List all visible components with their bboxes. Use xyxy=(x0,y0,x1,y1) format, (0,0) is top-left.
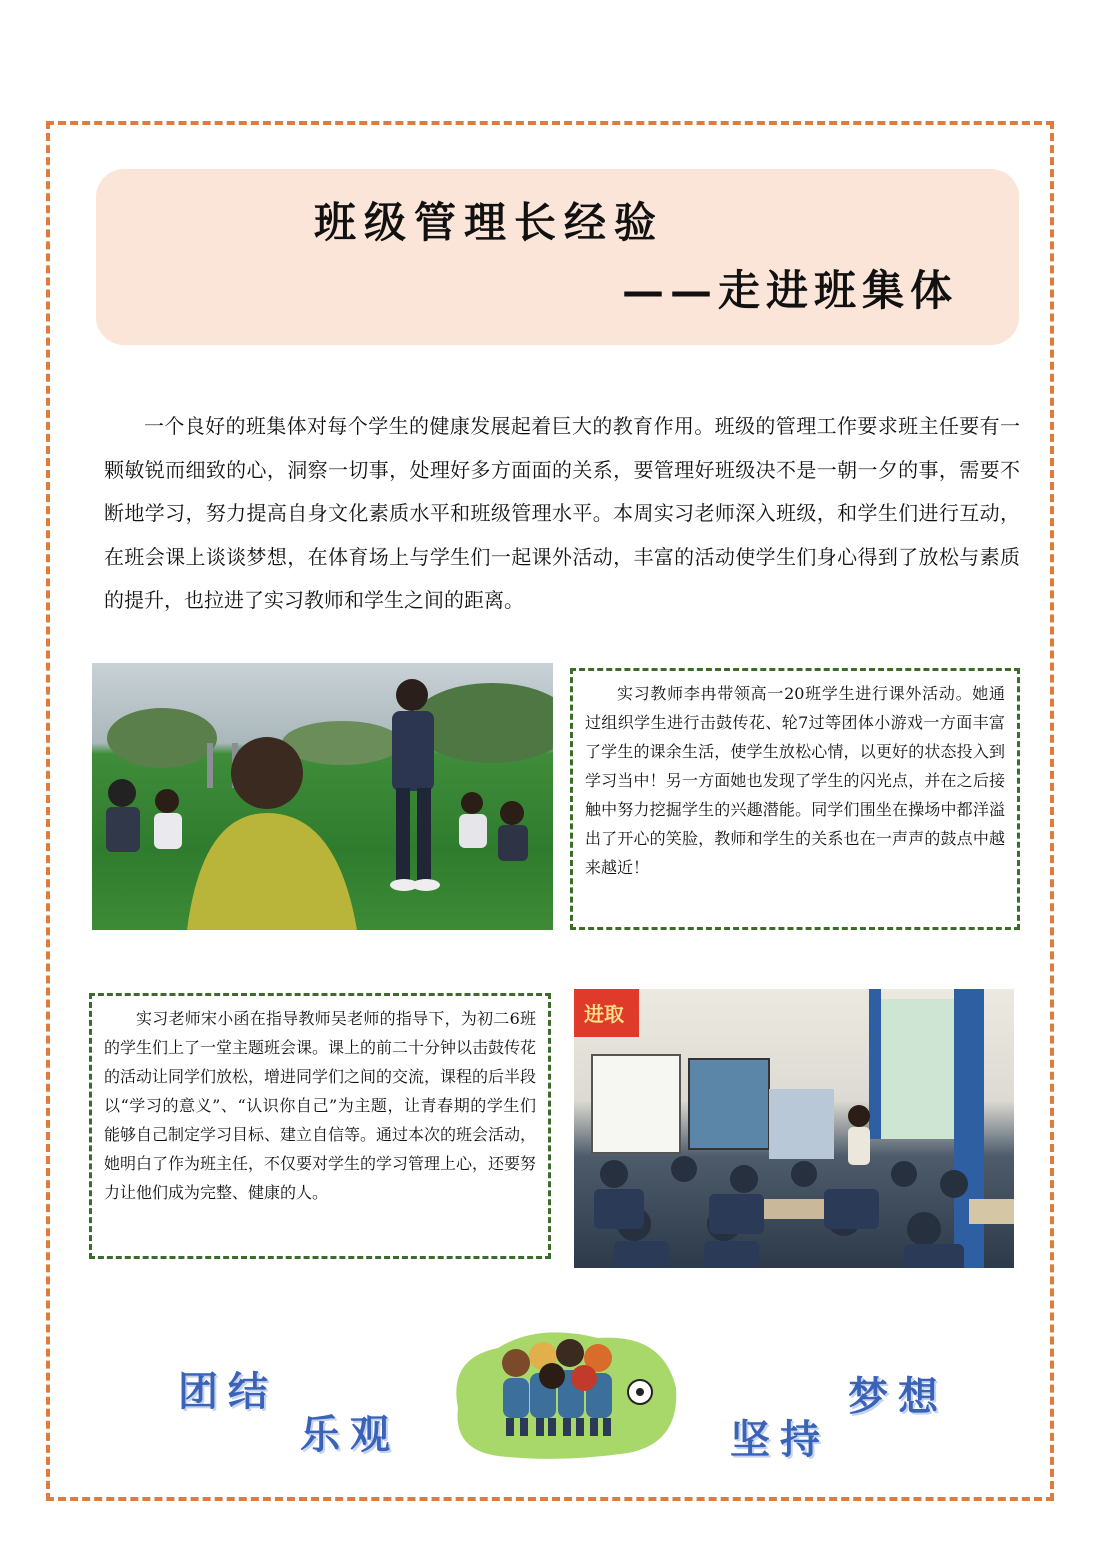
page-subtitle: ——走进班集体 xyxy=(622,266,959,315)
slogan-dream: 梦想 xyxy=(848,1373,948,1420)
field-scene-illustration xyxy=(92,663,553,930)
classroom-photo xyxy=(574,989,1014,1268)
classroom-scene-illustration xyxy=(574,989,1014,1268)
intro-paragraph: 一个良好的班集体对每个学生的健康发展起着巨大的教育作用。班级的管理工作要求班主任要有一颗敏锐而细致的心，洞察一切事，处理好多方面面的关系，要管理好班级决不是一朝一夕的事，需要不断地学习，努力提高自身文化素质水平和班级管理水平。本周实习老师深入班级，和学生们进行互动，在班会课上谈谈梦想，在体育场上与学生们一起课外活动，丰富的活动使学生们身心得到了放松与素质的提升，也拉进了实习教师和学生之间的距离。 xyxy=(104,414,1020,612)
outdoor-activity-photo xyxy=(92,663,553,930)
slogan-optimism: 乐观 xyxy=(300,1411,400,1458)
slogan-unity: 团结 xyxy=(178,1368,278,1415)
outdoor-activity-caption xyxy=(570,668,1020,930)
caption-text: 实习老师宋小函在指导教师吴老师的指导下，为初二6班的学生们上了一堂主题班会课。课上的前二十分钟以击鼓传花的活动让同学们放松，增进同学们之间的交流，课程的后半段以“学习的意义”、“认识你自己”为主题，让青春期的学生们能够自己制定学习目标、建立自信等。通过本次的班会活动，她明白了作为班主任，不仅要对学生的学习管理上心，还要努力让他们成为完整、健康的人。 xyxy=(104,1009,537,1202)
page-title: 班级管理长经验 xyxy=(314,198,665,247)
classroom-banner-text: 进取 xyxy=(584,1002,624,1026)
slogan-persistence: 坚持 xyxy=(730,1416,830,1463)
caption-text: 实习教师李冉带领高一20班学生进行课外活动。她通过组织学生进行击鼓传花、轮7过等团体小游戏一方面丰富了学生的课余生活，使学生放松心情，以更好的状态投入到学习当中！另一方面她也发现了学生的闪光点，并在之后接触中努力挖掘学生的兴趣潜能。同学们围坐在操场中都洋溢出了开心的笑脸，教师和学生的关系也在一声声的鼓点中越来越近！ xyxy=(585,684,1005,877)
kids-huddle-illustration xyxy=(448,1318,680,1460)
class-meeting-caption xyxy=(89,993,551,1259)
